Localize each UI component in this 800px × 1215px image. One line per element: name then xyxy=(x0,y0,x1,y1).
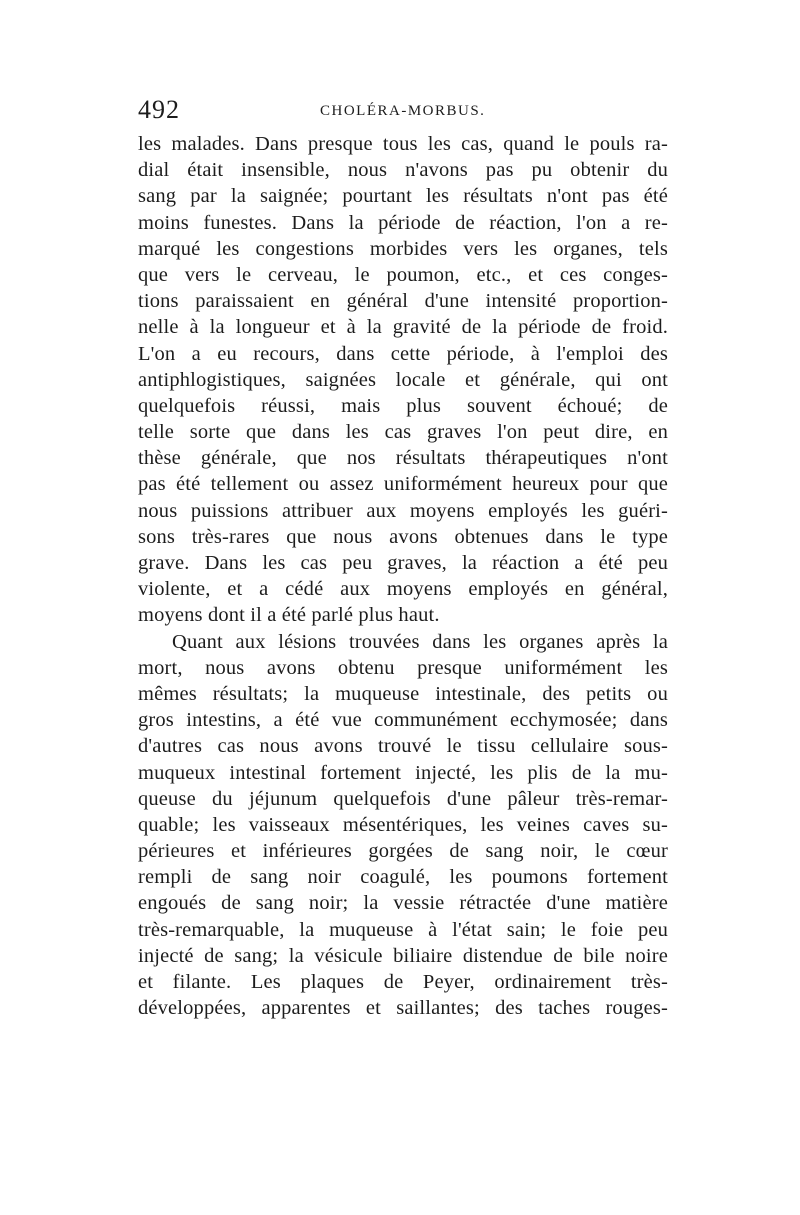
text-line: moins funestes. Dans la période de réaction, l'on a re- xyxy=(138,211,668,234)
text-line: quable; les vaisseaux mésentériques, les veines caves su- xyxy=(138,813,668,836)
paragraph xyxy=(138,131,668,629)
text-line: nous puissions attribuer aux moyens employés les guéri- xyxy=(138,499,668,522)
text-line: très-remarquable, la muqueuse à l'état sain; le foie peu xyxy=(138,918,668,941)
text-line: tions paraissaient en général d'une intensité proportion- xyxy=(138,290,668,313)
text-line: les malades. Dans presque tous les cas, quand le pouls ra- xyxy=(138,133,668,155)
text-line: violente, et a cédé aux moyens employés en général, xyxy=(138,578,668,601)
text-line: développées, apparentes et saillantes; des taches rouges- xyxy=(138,997,668,1020)
text-line: queuse du jéjunum quelquefois d'une pâleur très-remar- xyxy=(138,787,668,810)
text-line: Quant aux lésions trouvées dans les organes après la xyxy=(172,630,668,653)
text-line: et filante. Les plaques de Peyer, ordinairement très- xyxy=(138,971,668,993)
page-header xyxy=(138,95,658,131)
text-line: telle sorte que dans les cas graves l'on peut dire, en xyxy=(138,421,668,444)
text-line: mêmes résultats; la muqueuse intestinale, des petits ou xyxy=(138,682,668,705)
text-line: dial était insensible, nous n'avons pas pu obtenir du xyxy=(138,159,668,182)
text-line: nelle à la longueur et à la gravité de la période de froid. xyxy=(138,316,668,339)
text-line: que vers le cerveau, le poumon, etc., et ces conges- xyxy=(138,263,668,286)
text-line: gros intestins, a été vue communément ecchymosée; dans xyxy=(138,709,668,732)
page-number: 492 xyxy=(138,95,180,124)
text-line: sang par la saignée; pourtant les résultats n'ont pas été xyxy=(138,185,668,208)
text-line: moyens dont il a été parlé plus haut. xyxy=(138,604,440,627)
text-line: grave. Dans les cas peu graves, la réaction a été peu xyxy=(138,552,668,574)
paragraph xyxy=(138,629,668,1022)
text-line: mort, nous avons obtenu presque uniformément les xyxy=(138,656,668,679)
text-line: périeures et inférieures gorgées de sang noir, le cœur xyxy=(138,840,668,863)
text-line: antiphlogistiques, saignées locale et générale, qui ont xyxy=(138,368,668,391)
text-line: injecté de sang; la vésicule biliaire distendue de bile noire xyxy=(138,944,668,967)
text-line: d'autres cas nous avons trouvé le tissu cellulaire sous- xyxy=(138,735,668,758)
text-line: muqueux intestinal fortement injecté, les plis de la mu- xyxy=(138,761,668,784)
text-line: rempli de sang noir coagulé, les poumons fortement xyxy=(138,866,668,889)
text-line: L'on a eu recours, dans cette période, à l'emploi des xyxy=(138,342,668,365)
text-line: sons très-rares que nous avons obtenues dans le type xyxy=(138,525,668,548)
text-line: marqué les congestions morbides vers les organes, tels xyxy=(138,237,668,260)
text-line: engoués de sang noir; la vessie rétractée d'une matière xyxy=(138,892,668,915)
text-line: pas été tellement ou assez uniformément heureux pour que xyxy=(138,473,668,496)
text-line: thèse générale, que nos résultats thérapeutiques n'ont xyxy=(138,447,668,470)
text-line: quelquefois réussi, mais plus souvent échoué; de xyxy=(138,394,668,417)
running-head: CHOLÉRA-MORBUS. xyxy=(320,103,486,119)
body-text xyxy=(138,131,668,1021)
